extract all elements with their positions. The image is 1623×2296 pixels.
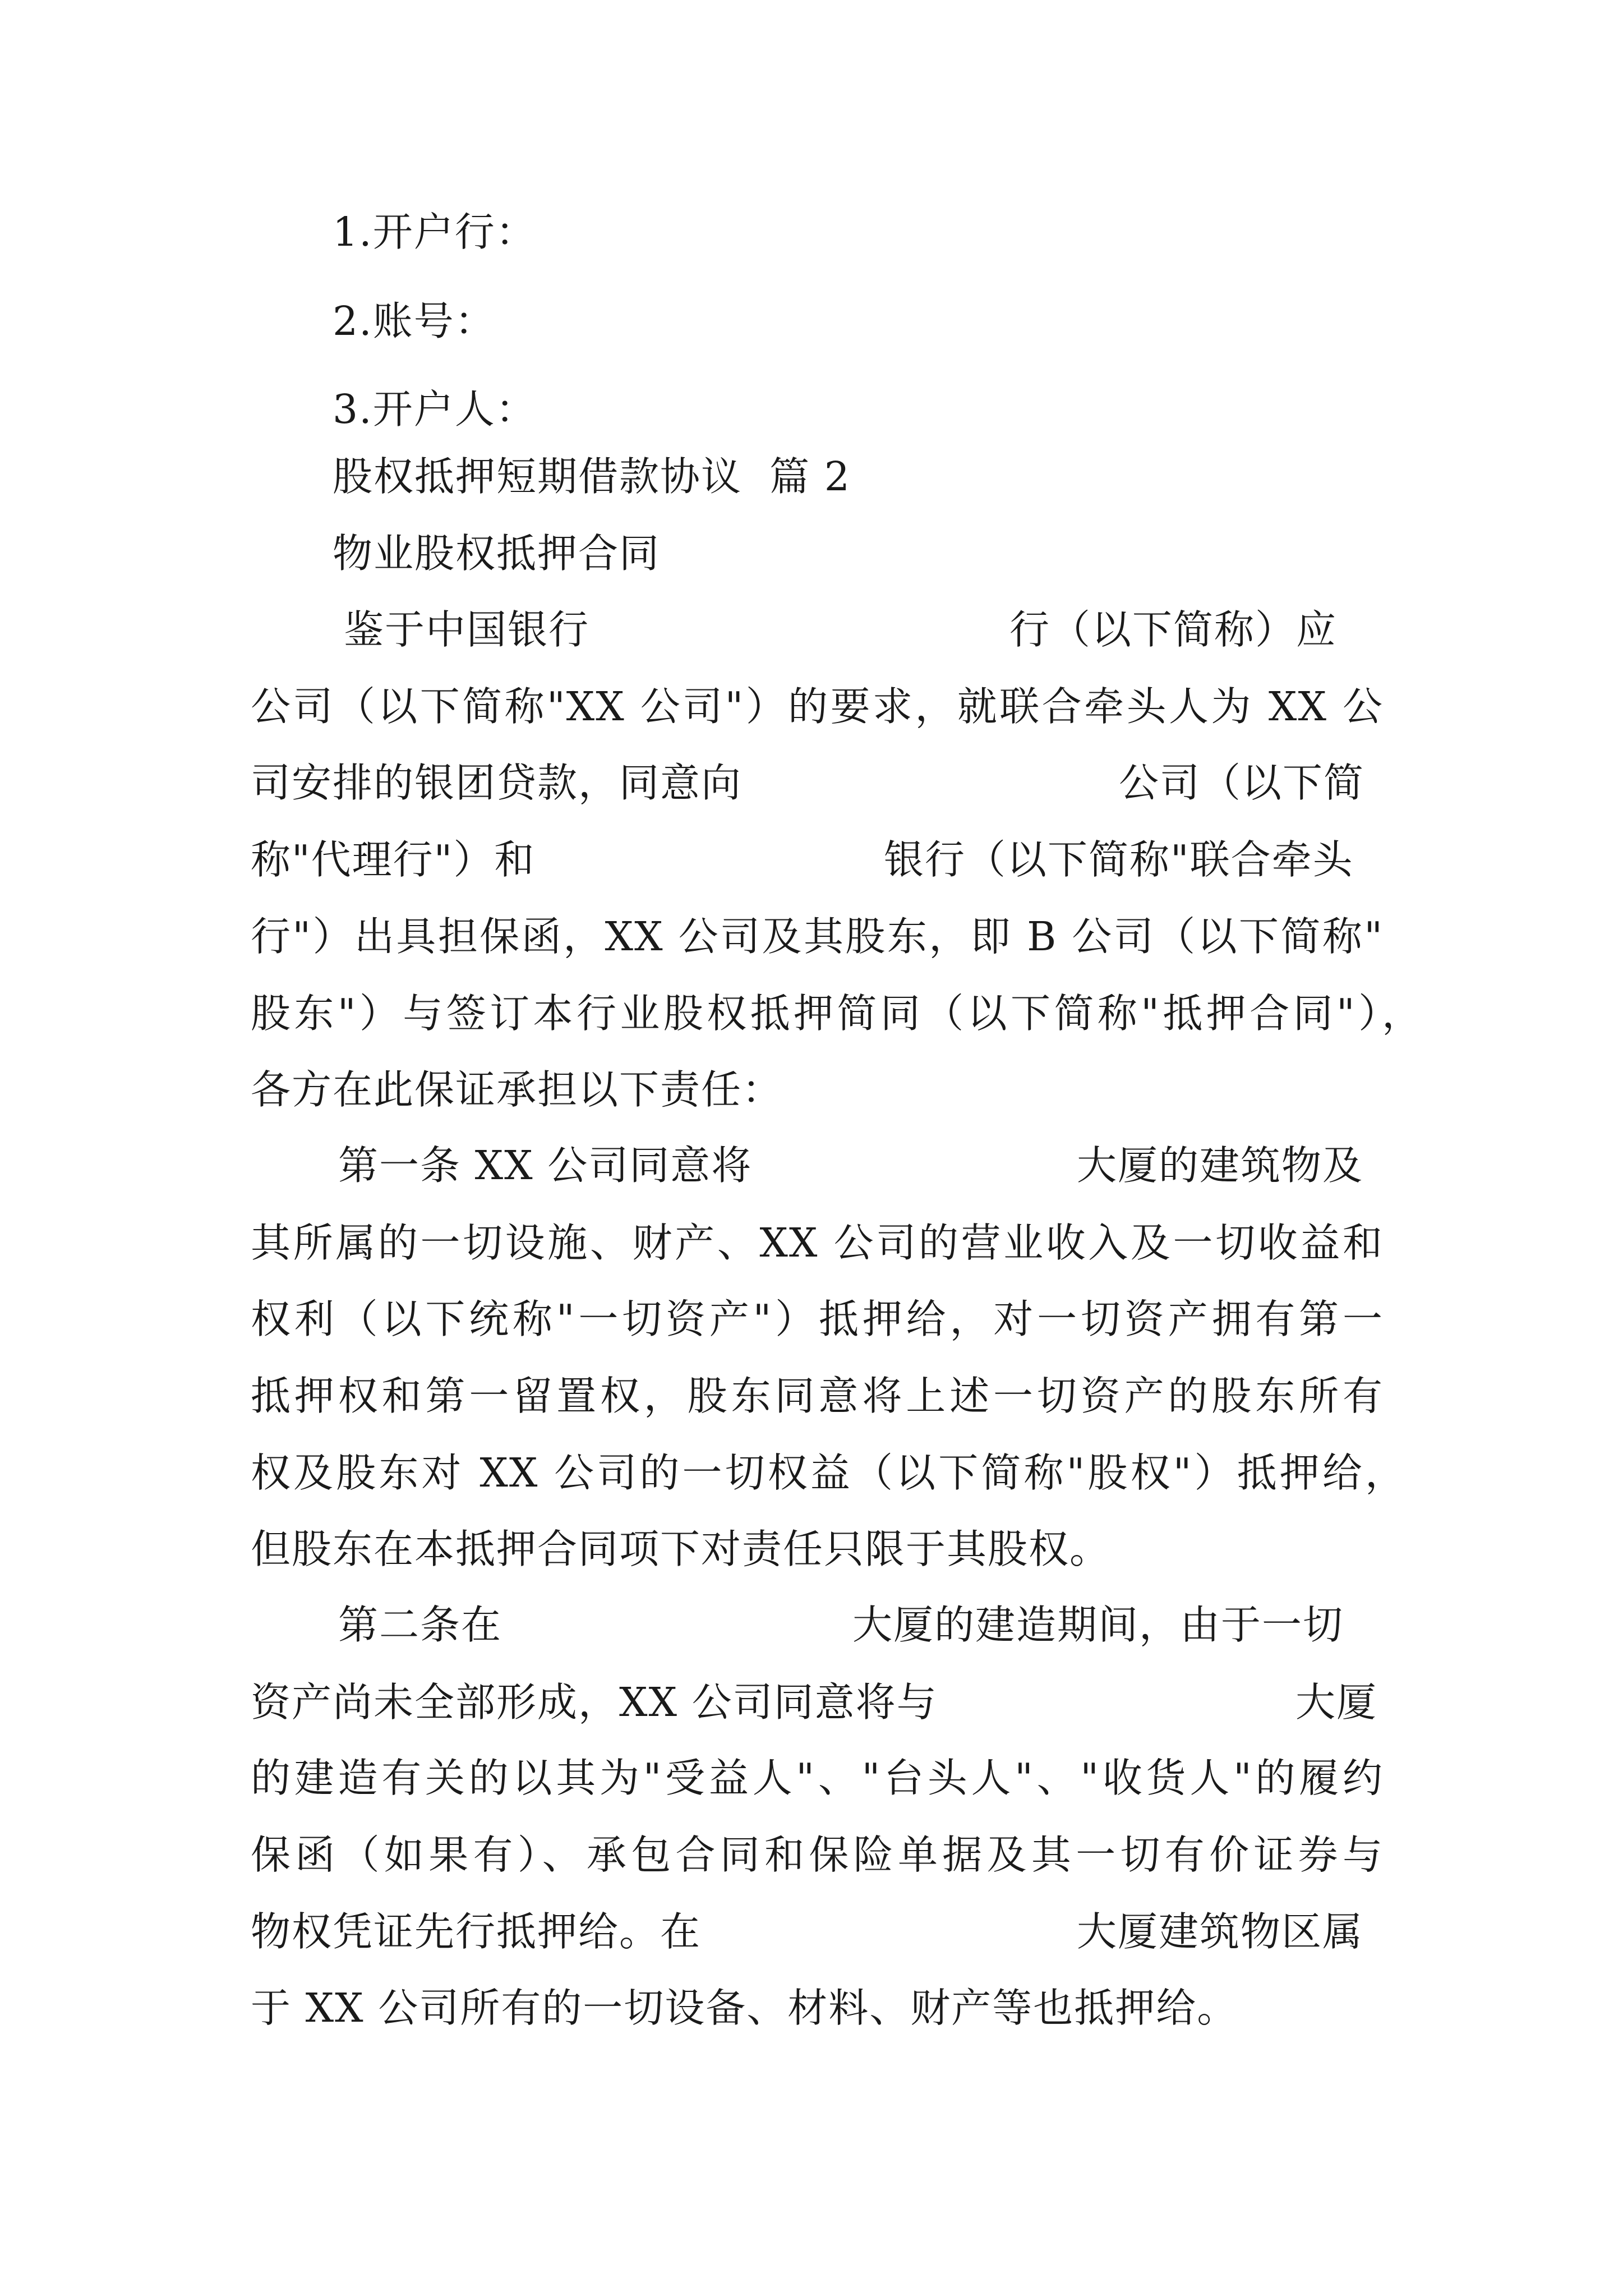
preamble-line-5: 行"）出具担保函，XX 公司及其股东，即 B 公司（以下简称" xyxy=(251,913,1384,960)
article1-line-1a: 第一条 XX 公司同意将 xyxy=(338,1142,753,1189)
preamble-line-4a: 称"代理行"）和 xyxy=(251,836,536,883)
preamble-line-1b: 行（以下简称）应 xyxy=(1009,606,1338,653)
preamble-line-7: 各方在此保证承担以下责任： xyxy=(251,1066,783,1113)
article1-line-6: 但股东在本抵押合同项下对责任只限于其股权。 xyxy=(251,1526,1111,1572)
bank-line: 1.开户行： xyxy=(333,209,537,255)
preamble-line-2: 公司（以下简称"XX 公司"）的要求，就联合牵头人为 XX 公 xyxy=(251,683,1384,730)
article1-line-4: 抵押权和第一留置权，股东同意将上述一切资产的股东所有 xyxy=(251,1373,1384,1419)
article2-line-3: 的建造有关的以其为"受益人"、"台头人"、"收货人"的履约 xyxy=(251,1755,1384,1801)
contract-title: 物业股权抵押合同 xyxy=(333,530,661,577)
preamble-line-4b: 银行（以下简称"联合牵头 xyxy=(884,836,1354,883)
preamble-line-6: 股东"）与签订本行业股权抵押简同（以下简称"抵押合同"）， xyxy=(251,990,1423,1037)
preamble-line-3b: 公司（以下简 xyxy=(1119,760,1365,806)
account-number-line: 2.账号： xyxy=(333,298,496,344)
article2-line-2a: 资产尚未全部形成，XX 公司同意将与 xyxy=(251,1679,938,1726)
article2-line-2b: 大厦 xyxy=(1295,1679,1378,1726)
article1-line-2: 其所属的一切设施、财产、XX 公司的营业收入及一切收益和 xyxy=(251,1220,1384,1266)
article2-line-1a: 第二条在 xyxy=(338,1602,502,1648)
article1-line-1b: 大厦的建筑物及 xyxy=(1077,1142,1364,1189)
article2-line-5b: 大厦建筑物区属 xyxy=(1077,1908,1364,1955)
account-holder-line: 3.开户人： xyxy=(333,386,537,432)
preamble-line-3a: 司安排的银团贷款，同意向 xyxy=(251,760,743,806)
article2-line-5a: 物权凭证先行抵押给。在 xyxy=(251,1908,702,1955)
section-heading: 股权抵押短期借款协议 篇 2 xyxy=(333,453,851,500)
article1-line-3: 权利（以下统称"一切资产"）抵押给，对一切资产拥有第一 xyxy=(251,1296,1384,1342)
article2-line-4: 保函（如果有）、承包合同和保险单据及其一切有价证券与 xyxy=(251,1832,1384,1878)
preamble-line-1a: 鉴于中国银行 xyxy=(344,606,590,653)
article2-line-1b: 大厦的建造期间，由于一切 xyxy=(852,1602,1344,1648)
article1-line-5: 权及股东对 XX 公司的一切权益（以下简称"股权"）抵押给， xyxy=(251,1450,1406,1496)
article2-line-6: 于 XX 公司所有的一切设备、材料、财产等也抵押给。 xyxy=(251,1985,1238,2031)
